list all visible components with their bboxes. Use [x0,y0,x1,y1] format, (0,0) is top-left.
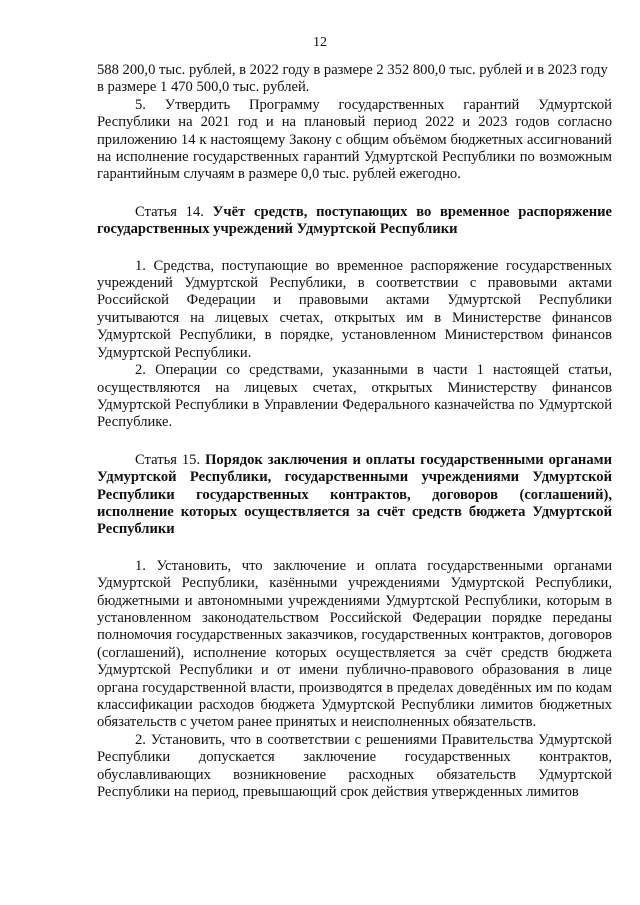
article-15-paragraph-1: 1. Установить, что заключение и оплата государственными органами Удмуртской Республики, казёнными учреждениями Удмуртской Республики, бюджетными и автономными учреждениями Удмуртской Республики, которым в установленном законодательством Российской Федерации порядке переданы полномочия государственных заказчиков, государственных контрактов, договоров (соглашений), исполнение которых осуществляется за счёт средств бюджета Удмуртской Республики и от имени публично-правового образования в лице органа государственной власти, производятся в пределах доведённых им по кодам классификации расходов бюджета Удмуртской Республики лимитов бюджетных обязательств с учетом ранее принятых и неисполненных обязательств. [97,557,612,731]
article-14-number: Статья 14. [135,203,204,220]
article-15-number: Статья 15. [135,451,201,468]
paragraph-item-5: 5. Утвердить Программу государственных гарантий Удмуртской Республики на 2021 год и на плановый период 2022 и 2023 годов согласно приложению 14 к настоящему Закону с общим объёмом бюджетных ассигнований на исполнение государственных гарантий Удмуртской Республики по возможным гарантийным случаям в размере 0,0 тыс. рублей ежегодно. [97,96,612,183]
article-15-paragraph-2: 2. Установить, что в соответствии с решениями Правительства Удмуртской Республики допускается заключение государственных контрактов, обуславливающих возникновение расходных обязательств Удмуртской Республики на период, превышающий срок действия утвержденных лимитов [97,731,612,801]
article-14-title: Учёт средств, поступающих во временное распоряжение государственных учреждений Удмуртской Республики [97,203,612,238]
page-content [97,62,612,801]
article-14-heading [97,204,612,239]
page-number: 12 [313,35,327,50]
article-15-heading [97,452,612,539]
article-15-title: Порядок заключения и оплаты государственными органами Удмуртской Республики, государственными учреждениями Удмуртской Республики государственных контрактов, договоров (соглашений), исполнение которых осуществляется за счёт средств бюджета Удмуртской Республики [97,451,612,538]
paragraph-continuation: 588 200,0 тыс. рублей, в 2022 году в размере 2 352 800,0 тыс. рублей и в 2023 году в размере 1 470 500,0 тыс. рублей. [97,62,608,96]
article-14-paragraph-2: 2. Операции со средствами, указанными в части 1 настоящей статьи, осуществляются на лицевых счетах, открытых Министерству финансов Удмуртской Республики в Управлении Федерального казначейства по Удмуртской Республике. [97,362,612,431]
article-14-paragraph-1: 1. Средства, поступающие во временное распоряжение государственных учреждений Удмуртской Республики, в соответствии с правовыми актами Российской Федерации и правовыми актами Удмуртской Республики учитываются на лицевых счетах, открытых им в Министерстве финансов Удмуртской Республики, в порядке, установленном Министерством финансов Удмуртской Республики. [97,257,612,361]
